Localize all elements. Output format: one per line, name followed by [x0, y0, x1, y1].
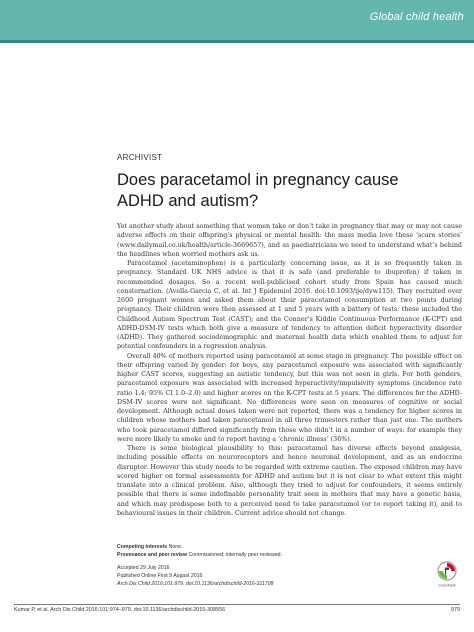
crossmark-icon[interactable] [437, 561, 457, 589]
section-name: Global child health [369, 11, 464, 23]
article-body [117, 222, 462, 518]
header-divider [0, 40, 474, 43]
journal-reference: Arch Dis Child 2016;101:979. doi:10.1136/archdischild-2016-311708 [117, 581, 274, 587]
competing-interests-value: None. [168, 544, 183, 550]
accepted-date: Accepted 29 July 2016 [117, 565, 170, 571]
provenance-label: Provenance and peer review [117, 552, 188, 558]
competing-interests-label: Competing interests [117, 544, 168, 550]
provenance-value: Commissioned; internally peer reviewed. [188, 552, 282, 558]
page-number: 979 [451, 607, 460, 613]
paragraph: Overall 40% of mothers reported using paracetamol at some stage in pregnancy. The possible effect on their offspring varied by gender: for boys, any paracetamol exposure was associated with significantly higher CAST scores, suggesting an autistic tendency, but this was not seen in girls. For both genders, paracetamol exposure was associated with increased hyperactivity/impulsivity symptoms (incidence rate ratio 1.4; 95% CI 1.0–2.0) and higher scores on the K-CPT tests at 5 years. The differences for the ADHD-DSM-IV scores were not significant. No differences were seen on measures of cognitive or social development. Although actual doses taken were not reported, there was a tendency for higher scores in children whose mothers had taken paracetamol in all three trimesters rather than just one. The mothers who took paracetamol differed significantly from those who didn’t in a number of ways: for example they were more likely to smoke and to report having a ‘chronic illness’ (36%). [117, 352, 462, 443]
paragraph: Paracetamol (acetaminophen) is a particularly concerning issue, as it is so frequently taken in pregnancy. Standard UK NHS advice is that it is safe (and preferable to ibuprofen) if taken in recommended dosages. So a recent well-publicised cohort study from Spain has caused much consternation. (Avella-Garcia C, et al. Int J Epidemiol 2016. doi:10.1093/ije/dyw115). They recruited over 2600 pregnant women and asked them about their paracetamol consumption at two points during pregnancy. Their children were then assessed at 1 and 5 years with a battery of tests: these included the Childhood Autism Spectrum Test (CAST); and the Conner’s Kiddie Continuous Performance (K-CPT) and ADHD-DSM-IV tests which both give a measure of tendency to attention deficit hyperactivity disorder (ADHD). They gathered sociodemographic and maternal health data which enabled them to adjust for potential confounders in a regression analysis. [117, 260, 462, 351]
article-title: Does paracetamol in pregnancy cause ADHD and autism? [117, 171, 399, 210]
paragraph: There is some biological plausibility to this: paracetamol has diverse effects beyond analgesia, including possible effects on neuroreceptors and hence neuronal development, and as an endocrine disruptor. However this study needs to be regarded with extreme caution. The exposed children may have scored higher on formal assessments for ADHD and autism but it is not clear to what extent this might translate into a clinical problem. Also, although they tried to adjust for confounders, it seems entirely possible that there is some indefinable personality trait seen in mothers that may have a genetic basis, and which may predispose both to a perceived need to take paracetamol (or to report taking it), and to behavioural issues in their children. Current advice should not change. [117, 445, 462, 517]
article-category: ARCHIVIST [117, 153, 163, 162]
published-date: Published Online First 9 August 2016 [117, 573, 203, 579]
article-metadata [117, 543, 417, 588]
journal-header-bar [0, 0, 474, 40]
paragraph: Yet another study about something that women take or don’t take in pregnancy that may or may not cause adverse effects on their offspring’s physical or mental health: the mass media love these ‘scare stories’ (www.dailymail.co.uk/health/article-3669657), and as paediatricians we need to understand what’s behind the headlines when worried mothers ask us. [117, 223, 462, 258]
footer-divider [14, 604, 460, 605]
footer-citation: Kumar P, et al. Arch Dis Child 2016;101:974–979. doi:10.1136/archdischild-2015-308556 [14, 607, 226, 613]
competing-interests [117, 543, 417, 551]
provenance [117, 551, 417, 559]
crossmark-label: CrossMark [438, 583, 456, 588]
